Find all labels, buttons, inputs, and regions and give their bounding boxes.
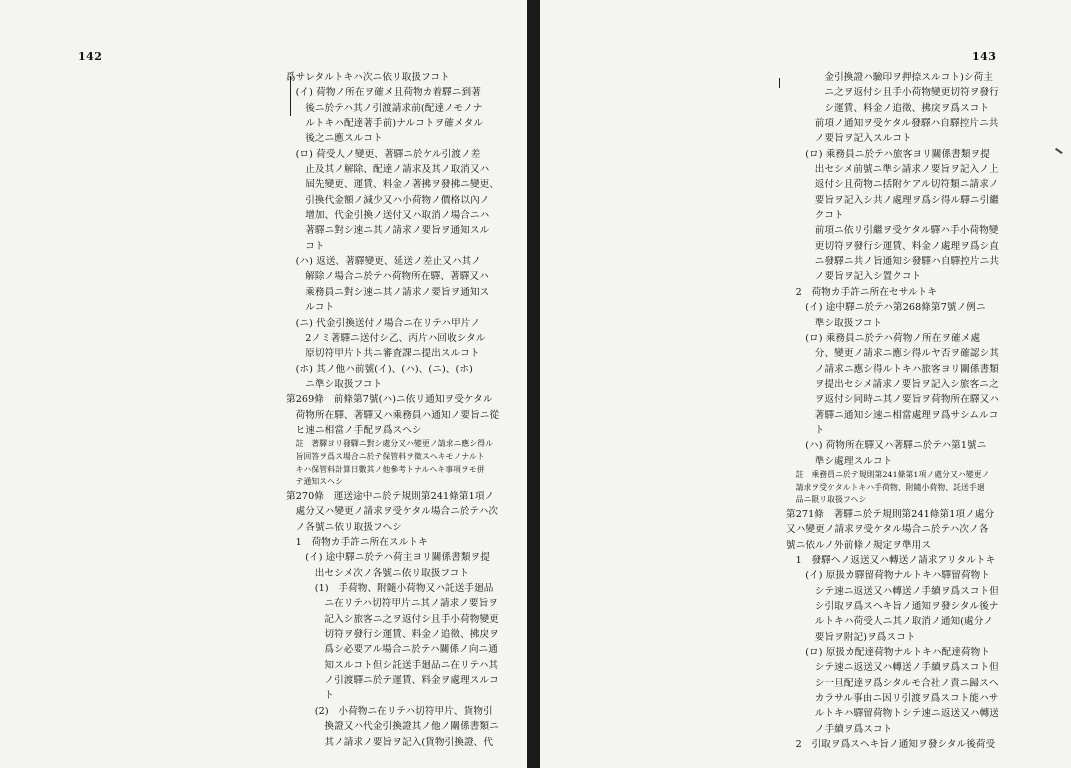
note-line: 註 乘務員ニ於テ規則第241條第1項ノ處分又ハ變更ノ	[795, 469, 990, 479]
text-line: (ハ) 荷物所在驛又ハ著驛ニ於テハ第1號ニ	[805, 440, 987, 452]
text-line: 爲シ必要アル場合ニ於テハ關係ノ向ニ通	[324, 644, 498, 656]
text-line: ルトキハ驛留荷物トシテ速ニ返送又ハ轉送	[814, 708, 999, 720]
text-line: ニ之ヲ返付シ且手小荷物變更切符ヲ發行	[824, 87, 999, 99]
text-line: 知スルコト但シ託送手廻品ニ在リテハ其	[324, 659, 499, 671]
text-line: ノ要旨ヲ記入スルコト	[814, 133, 912, 145]
text-line: ノ引渡驛ニ於テ運賃、料金ヲ處理スルコ	[324, 675, 499, 687]
text-line: 要旨ヲ附記)ヲ爲スコト	[814, 631, 916, 643]
text-line: クコト	[814, 210, 844, 222]
text-line: ニ發驛ニ共ノ旨通知シ發驛ハ自驛控片ニ共	[814, 256, 999, 268]
page-edge-mark	[1055, 148, 1062, 154]
text-line: (ロ) 乘務員ニ於テハ荷物ノ所在ヲ確メ處	[805, 332, 981, 344]
text-line: シ運賃、料金ノ追徵、拂戾ヲ爲スコト	[824, 102, 990, 114]
margin-rule	[779, 78, 780, 88]
text-line: 1 荷物カ手許ニ所在スルトキ	[295, 537, 428, 549]
note-line: キハ保管料計算日數其ノ他參考トナルヘキ事項ヲモ併	[295, 464, 485, 474]
text-line: シ引取ヲ爲スヘキ旨ノ通知ヲ發シタル後ナ	[814, 601, 999, 613]
left-page	[0, 0, 527, 768]
text-line: 又ハ變更ノ請求ヲ受ケタル場合ニ於テハ次ノ各	[786, 524, 989, 536]
text-line: 第269條 前條第7號(ハ)ニ依リ通知ヲ受ケタル	[286, 394, 493, 406]
page-body-text	[786, 70, 1026, 753]
text-line: 後之ニ應スルコト	[305, 133, 383, 145]
text-line: 前項ノ通知ヲ受ケタル發驛ハ自驛控片ニ共	[814, 118, 999, 130]
text-line: シ一旦配達ヲ爲シタルモ合社ノ責ニ歸スヘ	[814, 677, 999, 689]
text-line: 返付シ且荷物ニ括附ケアル切符類ニ請求ノ	[814, 179, 999, 191]
text-line: 處分又ハ變更ノ請求ヲ受ケタル場合ニ於テハ次	[295, 506, 499, 518]
text-line: (イ) 荷物ノ所在ヲ確メ且荷物カ着驛ニ到著	[295, 87, 481, 99]
text-line: 更切符ヲ發行シ運賃、料金ノ處理ヲ爲シ直	[814, 240, 999, 252]
text-line: 屆先變更、運賃、料金ノ著拂ヲ發拂ニ變更、	[305, 179, 500, 191]
text-line: 第271條 著驛ニ於テ規則第241條第1項ノ處分	[786, 509, 995, 520]
text-line: ヒ速ニ相當ノ手配ヲ爲スヘシ	[295, 424, 422, 436]
note-line: テ通知スヘシ	[295, 477, 343, 487]
text-line: (イ) 途中驛ニ於テハ第268條第7號ノ例ニ	[805, 302, 986, 314]
text-line: 增加、代金引換ノ送付又ハ取消ノ場合ニハ	[305, 210, 490, 222]
page-number: 143	[972, 50, 997, 63]
text-line: (ニ) 代金引換送付ノ場合ニ在リテハ甲片ノ	[295, 317, 481, 329]
text-line: (イ) 途中驛ニ於テハ荷主ヨリ關係書類ヲ提	[305, 552, 490, 564]
text-line: ノ請求ニ應シ得ルトキハ旅客ヨリ關係書類	[814, 363, 999, 375]
text-line: 出セシメ次ノ各號ニ依リ取扱フコト	[314, 567, 470, 579]
text-line: 其ノ請求ノ要旨ヲ記入(貨物引換證、代	[324, 736, 494, 748]
text-line: 準シ取扱フコト	[814, 317, 883, 329]
text-line: (イ) 原扱カ驛留荷物ナルトキハ驛留荷物ト	[805, 570, 991, 582]
note-line: 品ニ限リ取扱フヘシ	[795, 495, 867, 505]
text-line: ノ手續ヲ爲スコト	[814, 723, 893, 735]
text-line: 要旨ヲ記入シ共ノ處理ヲ爲シ得ル驛ニ引繼	[814, 194, 999, 206]
text-line: 解除ノ場合ニ於テハ荷物所在驛、著驛又ハ	[305, 271, 489, 283]
text-line: (ロ) 乘務員ニ於テハ旅客ヨリ關係書類ヲ提	[805, 148, 990, 160]
text-line: ト	[324, 690, 335, 702]
text-line: ルトキハ配達著手前)ナルコトヲ確メタル	[305, 118, 484, 130]
text-line: シテ速ニ返送又ハ轉送ノ手續ヲ爲スコト但	[814, 585, 999, 597]
text-line: 前項ニ依リ引繼ヲ受ケタル驛ハ手小荷物變	[814, 225, 999, 237]
text-line: ノ要旨ヲ記入シ置クコト	[814, 271, 922, 283]
text-line: 2 引取ヲ爲スヘキ旨ノ通知ヲ發シタル後荷受	[795, 739, 996, 751]
text-line: 著驛ニ通知シ速ニ相當處理ヲ爲サシムルコ	[814, 409, 999, 421]
text-line: 止及其ノ解除、配達ノ請求及其ノ取消又ハ	[305, 164, 490, 176]
text-line: ヲ返付シ同時ニ其ノ要旨ヲ荷物所在驛又ハ	[814, 394, 999, 406]
text-line: 著驛ニ對シ速ニ其ノ請求ノ要旨ヲ通知スル	[305, 225, 490, 237]
text-line: 引換代金額ノ減少又ハ小荷物ノ價格以內ノ	[305, 194, 490, 206]
text-line: (ハ) 返送、著驛變更、延送ノ差止又ハ其ノ	[295, 256, 481, 268]
text-line: (ホ) 其ノ他ハ前號(イ)、(ハ)、(ニ)、(ホ)	[295, 363, 473, 375]
text-line: 原切符甲片ト共ニ審査課ニ提出スルコト	[305, 348, 480, 360]
text-line: (ロ) 原扱カ配達荷物ナルトキハ配達荷物ト	[805, 647, 991, 659]
note-line: 旨回答ヲ爲ス場合ニ於テ保管料ヲ徵スヘキモノナルト	[295, 451, 485, 461]
text-line: (ロ) 荷受人ノ變更、著驛ニ於ケル引渡ノ差	[295, 148, 481, 160]
text-line: ト	[814, 424, 825, 436]
page-body-text	[286, 70, 522, 750]
right-page	[540, 0, 1071, 768]
text-line: シテ速ニ返送又ハ轉送ノ手續ヲ爲スコト但	[814, 662, 999, 674]
text-line: (2) 小荷物ニ在リテハ切符甲片、貨物引	[314, 705, 493, 717]
text-line: 第270條 運送途中ニ於テ規則第241條第1項ノ	[286, 491, 495, 502]
text-line: 荷物所在驛、著驛又ハ乘務員ハ通知ノ要旨ニ從	[295, 409, 500, 421]
text-line: 換證又ハ代金引換證其ノ他ノ關係書類ニ	[324, 721, 499, 733]
text-line: 出セシメ前號ニ準シ請求ノ要旨ヲ記入ノ上	[814, 164, 999, 176]
text-line: (1) 手荷物、附隨小荷物又ハ託送手廻品	[314, 583, 494, 595]
text-line: 2ノミ著驛ニ送付シ乙、丙片ハ回收シタル	[305, 332, 486, 344]
text-line: ニ在リテハ切符甲片ニ其ノ請求ノ要旨ヲ	[324, 598, 499, 610]
note-line: 請求ヲ受ケタルトキハ手荷物、附隨小荷物、託送手廻	[795, 482, 985, 492]
text-line: 切符ヲ發行シ運賃、料金ノ追徵、拂戾ヲ	[324, 629, 499, 641]
text-line: コト	[305, 240, 325, 252]
text-line: 乘務員ニ對シ速ニ其ノ請求ノ要旨ヲ通知ス	[305, 286, 490, 298]
text-line: 爲サレタルトキハ次ニ依リ取扱フコト	[286, 72, 450, 83]
text-line: 分、變更ノ請求ニ應シ得ルヤ否ヲ確認シ其	[814, 348, 999, 360]
note-line: 註 著驛ヨリ發驛ニ對シ處分又ハ變更ノ請求ニ應シ得ル	[295, 439, 494, 449]
text-line: ニ準シ取扱フコト	[305, 378, 383, 390]
text-line: 1 發驛ヘノ返送又ハ轉送ノ請求アリタルトキ	[795, 555, 996, 567]
text-line: 準シ處理スルコト	[814, 455, 893, 467]
text-line: ヲ提出セシメ請求ノ要旨ヲ記入シ旅客ニ之	[814, 378, 999, 390]
text-line: ルコト	[305, 302, 335, 314]
text-line: 2 荷物カ手許ニ所在セサルトキ	[795, 286, 938, 298]
text-line: ノ各號ニ依リ取扱フヘシ	[295, 521, 402, 533]
text-line: 後ニ於テハ其ノ引渡請求前(配達ノモノナ	[305, 102, 483, 114]
text-line: カラサル事由ニ因リ引渡ヲ爲スコト能ハサ	[814, 693, 999, 705]
page-number: 142	[78, 50, 103, 63]
text-line: 記入シ旅客ニ之ヲ返付シ且手小荷物變更	[324, 613, 499, 625]
text-line: ルトキハ荷受人ニ其ノ取消ノ通知(處分ノ	[814, 616, 994, 628]
text-line: 號ニ依ルノ外前條ノ規定ヲ準用ス	[786, 539, 932, 551]
text-line: 金引換證ハ驗印ヲ押捺スルコト)シ荷主	[824, 72, 994, 83]
